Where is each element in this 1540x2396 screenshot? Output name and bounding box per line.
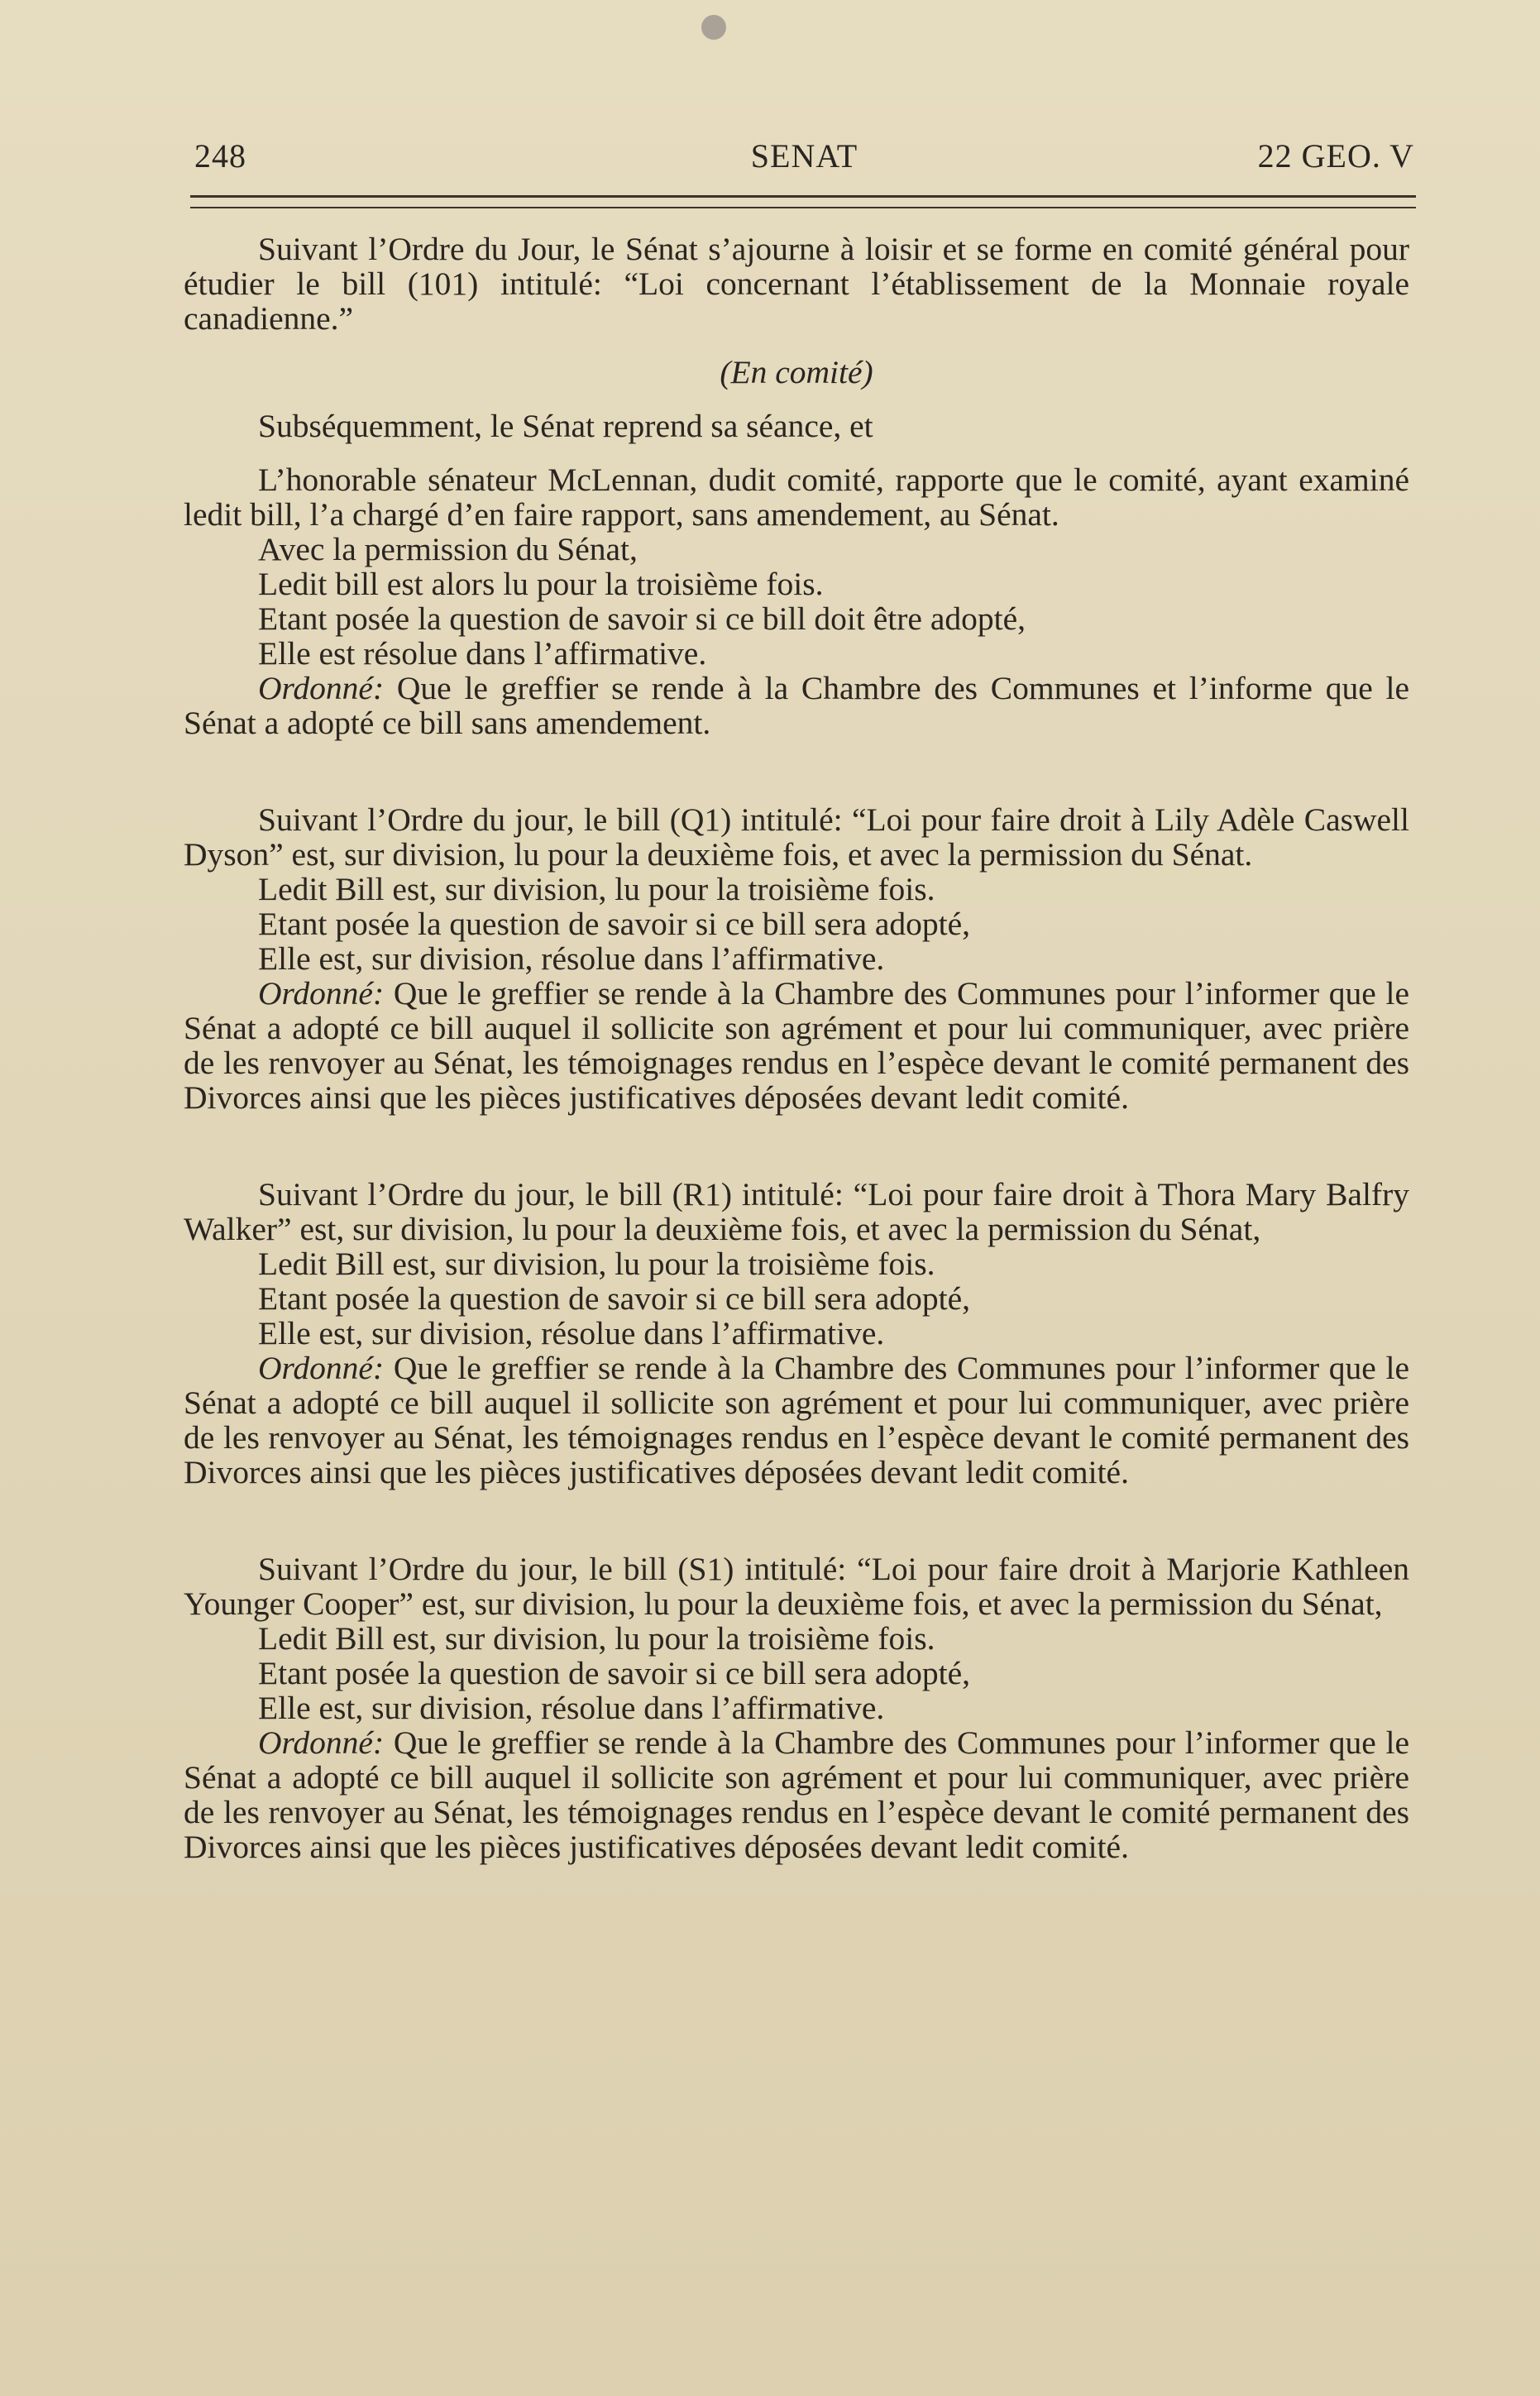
order-paragraph [184,1725,1409,1864]
session-reference: 22 GEO. V [1257,137,1414,175]
proceeding-line: Etant posée la question de savoir si ce bill sera adopté, [258,1655,971,1691]
order-paragraph [184,1351,1409,1490]
order-paragraph [184,976,1409,1115]
order-label: Ordonné: [258,1724,385,1761]
committee-note: (En comité) [720,354,873,390]
proceeding-line: Elle est, sur division, résolue dans l’affirmative. [258,940,885,977]
order-label: Ordonné: [258,670,385,706]
order-text: Que le greffier se rende à la Chambre des Communes pour l’informer que le Sénat a adopté ce bill auquel il sollicite son agrément et pour lui communiquer, avec prière de les renvoyer au Sénat, les témoignages rendus en l’espèce devant le comité permanent des Divorces ainsi que les pièces justificatives déposées devant ledit comité. [184,975,1409,1116]
running-title: SENAT [750,137,858,175]
order-label: Ordonné: [258,975,385,1011]
journal-body [184,232,1409,1864]
section-intro: Suivant l’Ordre du jour, le bill (S1) intitulé: “Loi pour faire droit à Marjorie Kathleen Younger Cooper” est, sur division, lu pour la deuxième fois, et avec la permission du Sénat, [184,1551,1409,1622]
proceeding-line: Etant posée la question de savoir si ce bill sera adopté, [258,906,971,942]
proceeding-line: Etant posée la question de savoir si ce bill sera adopté, [258,1280,971,1317]
order-text: Que le greffier se rende à la Chambre des Communes pour l’informer que le Sénat a adopté ce bill auquel il sollicite son agrément et pour lui communiquer, avec prière de les renvoyer au Sénat, les témoignages rendus en l’espèce devant le comité permanent des Divorces ainsi que les pièces justificatives déposées devant ledit comité. [184,1350,1409,1490]
section-intro: Suivant l’Ordre du jour, le bill (Q1) intitulé: “Loi pour faire droit à Lily Adèle Caswell Dyson” est, sur division, lu pour la deuxième fois, et avec la permission du Sénat. [184,801,1409,873]
proceeding-line: Ledit bill est alors lu pour la troisième fois. [258,566,824,602]
page-header [194,136,1414,178]
order-text: Que le greffier se rende à la Chambre des Communes pour l’informer que le Sénat a adopté ce bill auquel il sollicite son agrément et pour lui communiquer, avec prière de les renvoyer au Sénat, les témoignages rendus en l’espèce devant le comité permanent des Divorces ainsi que les pièces justificatives déposées devant ledit comité. [184,1724,1409,1865]
proceeding-line: Ledit Bill est, sur division, lu pour la troisième fois. [258,1246,935,1282]
proceeding-line: Ledit Bill est, sur division, lu pour la troisième fois. [258,1620,935,1657]
proceeding-line: Ledit Bill est, sur division, lu pour la troisième fois. [258,871,935,907]
proceeding-line: Etant posée la question de savoir si ce bill doit être adopté, [258,600,1026,637]
resume-sitting: Subséquemment, le Sénat reprend sa séance, et [258,408,873,444]
order-label: Ordonné: [258,1350,385,1386]
header-rule-top [190,195,1416,198]
page-number: 248 [194,137,246,175]
section-intro: Suivant l’Ordre du Jour, le Sénat s’ajourne à loisir et se forme en comité général pour étudier le bill (101) intitulé: “Loi concernant l’établissement de la Monnaie royale canadienne.” [184,231,1409,337]
proceeding-line: Elle est, sur division, résolue dans l’affirmative. [258,1690,885,1726]
proceeding-line: Elle est, sur division, résolue dans l’affirmative. [258,1315,885,1351]
proceeding-line: Elle est résolue dans l’affirmative. [258,635,707,672]
section-bill-101 [184,232,1409,740]
proceeding-line: Avec la permission du Sénat, [258,531,638,567]
order-paragraph [184,671,1409,740]
header-rule-bottom [190,207,1416,208]
binding-hole [701,15,726,40]
section-bill-q1 [184,802,1409,1115]
committee-report: L’honorable sénateur McLennan, dudit comité, rapporte que le comité, ayant examiné ledit bill, l’a chargé d’en faire rapport, sans amendement, au Sénat. [184,462,1409,533]
order-text: Que le greffier se rende à la Chambre des Communes et l’informe que le Sénat a adopté ce bill sans amendement. [184,670,1409,741]
section-bill-s1 [184,1552,1409,1864]
section-bill-r1 [184,1177,1409,1490]
section-intro: Suivant l’Ordre du jour, le bill (R1) intitulé: “Loi pour faire droit à Thora Mary Balfry Walker” est, sur division, lu pour la deuxième fois, et avec la permission du Sénat, [184,1176,1409,1247]
